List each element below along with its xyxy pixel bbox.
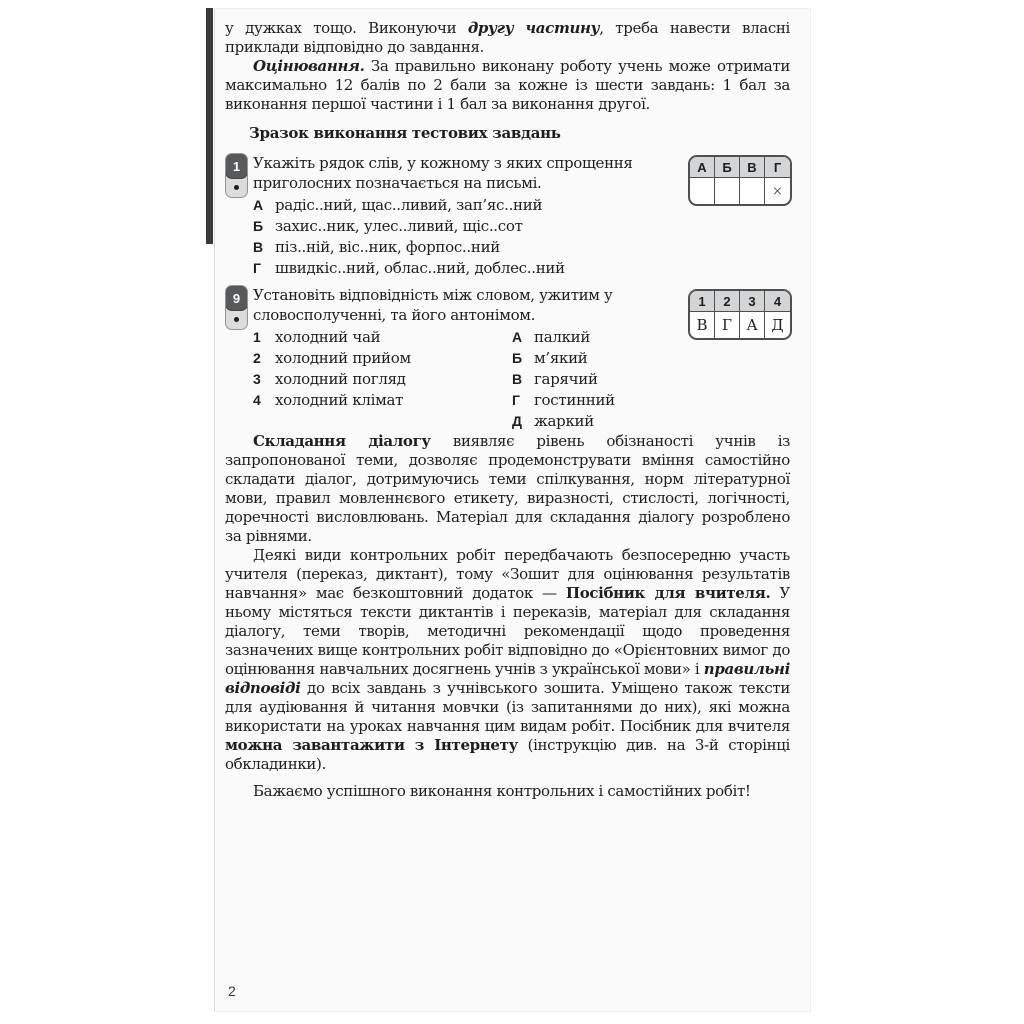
matching-row [253,411,683,432]
option-text: захис..ник, улес..ливий, щіс..сот [275,217,523,235]
option-letter: А [512,329,522,345]
closing-paragraph: Бажаємо успішного виконання контрольних і самостійних робіт! [253,782,751,800]
grid-value-cell [715,178,740,204]
text-run: у дужках тощо. Виконуючи [225,19,468,37]
teacher-manual-paragraph [225,546,790,774]
option-letter: Г [512,392,520,408]
answer-option [253,237,683,258]
option-letter: В [253,239,263,255]
page-edge-shadow [206,8,213,244]
option-text: м’який [534,349,588,367]
option-text: гостинний [534,391,615,409]
matching-row [253,348,683,369]
task-number-label: 1 [226,154,247,178]
option-text: швидкіс..ний, облас..ний, доблес..ний [275,259,565,277]
text-run: У ньому містяться тексти диктантів і переказів, матеріал для складання діалогу, теми творів, методичні рекомендації щодо проведення зазначених вище контрольних робіт відповідно до «Орієнтовних вимог до оцінювання навчальних досягнень учнів з української мови» і [225,584,790,678]
emphasized-term: другу частину [467,19,600,37]
option-letter: Б [253,218,263,234]
grid-header-cell: 1 [690,291,715,312]
intro-paragraph-1 [225,19,790,57]
answer-option [253,216,683,237]
matching-row [253,390,683,411]
grid-value-cell: В [690,312,715,338]
task-number-badge [225,153,248,198]
option-letter: В [512,371,522,387]
task-question: Укажіть рядок слів, у кожному з яких спрощення приголосних позначається на письмі. [253,154,633,192]
task-number-label: 9 [226,286,247,310]
task-9 [225,285,790,432]
item-number: 4 [253,392,261,408]
text-run: За правильно виконану роботу учень може отримати максимально 12 балів по 2 бали за кожне із шести завдань: 1 бал за виконання першої частини і 1 бал за виконання другої. [225,57,790,113]
option-text: піз..ній, віс..ник, форпос..ний [275,238,500,256]
intro-paragraph-2 [225,57,790,114]
grid-header-cell: 2 [715,291,740,312]
bold-term: можна завантажити з Інтернету [225,736,518,754]
matching-row [253,369,683,390]
grid-value-cell: Д [771,316,784,334]
option-text: гарячий [534,370,598,388]
grid-header-cell: А [690,157,715,178]
option-text: радіс..ний, щас..ливий, зап’яс..ний [275,196,543,214]
grid-header-cell: В [740,157,765,178]
book-page [214,8,811,1012]
option-letter: Д [512,413,522,429]
text-run: , треба навести власні приклади відповідно до завдання. [225,19,790,56]
section-heading: Зразок виконання тестових завдань [249,124,561,142]
matching-row [253,327,683,348]
bold-term: Посібник для вчителя. [565,584,771,602]
grid-value-cell: А [740,312,765,338]
text-run: (інструкцію див. на 3-й сторінці обкладинки). [225,736,790,773]
option-letter: Б [512,350,522,366]
grid-header-cell: Г [765,157,790,178]
item-number: 1 [253,329,261,345]
bold-term: Складання діалогу [253,432,431,450]
grid-header-cell: Б [715,157,740,178]
grid-value-cell [740,178,765,204]
text-run: Деякі види контрольних робіт передбачають безпосередню участь учителя (переказ, диктант), тому «Зошит для оцінювання результатів навчання» має безкоштовний додаток — [225,546,790,602]
option-text: жаркий [534,412,594,430]
answer-option [253,195,683,216]
item-text: холодний погляд [275,370,406,388]
item-text: холодний клімат [275,391,404,409]
item-number: 2 [253,350,261,366]
option-letter: Г [253,260,261,276]
option-text: палкий [534,328,591,346]
option-letter: А [253,197,263,213]
item-text: холодний чай [275,328,381,346]
text-run: виявляє рівень обізнаності учнів із запропонованої теми, дозволяє продемонструвати вміння самостійно складати діалог, дотримуючись теми спілкування, норм літературної мови, правил мовленнєвого етикету, виразності, стислості, логічності, доречності висловлювань. Матеріал для складання діалогу розроблено за рівнями. [225,432,790,545]
bullet-dot-icon [234,185,239,190]
x-mark: × [772,183,783,199]
emphasized-term: правильні відповіді [225,660,790,697]
task-1 [225,153,790,279]
item-number: 3 [253,371,261,387]
task-question: Установіть відповідність між словом, ужитим у словосполученні, та його антонімом. [253,286,613,324]
answer-option [253,258,683,279]
dialog-paragraph [225,432,790,546]
answer-grid-task9 [688,289,792,340]
emphasized-term: Оцінювання. [253,57,365,75]
text-run: до всіх завдань з учнівського зошита. Уміщено також тексти для аудіювання й читання мовчки (із запитаннями до них), які можна використати на уроках навчання цим видам робіт. Посібник для вчителя [225,679,790,735]
grid-value-cell: Г [715,312,740,338]
grid-header-cell: 4 [765,291,790,312]
grid-header-cell: 3 [740,291,765,312]
task-number-badge [225,285,248,330]
answer-grid-task1 [688,155,792,206]
page-number: 2 [228,983,236,999]
grid-value-cell [690,178,715,204]
item-text: холодний прийом [275,349,411,367]
bullet-dot-icon [234,317,239,322]
